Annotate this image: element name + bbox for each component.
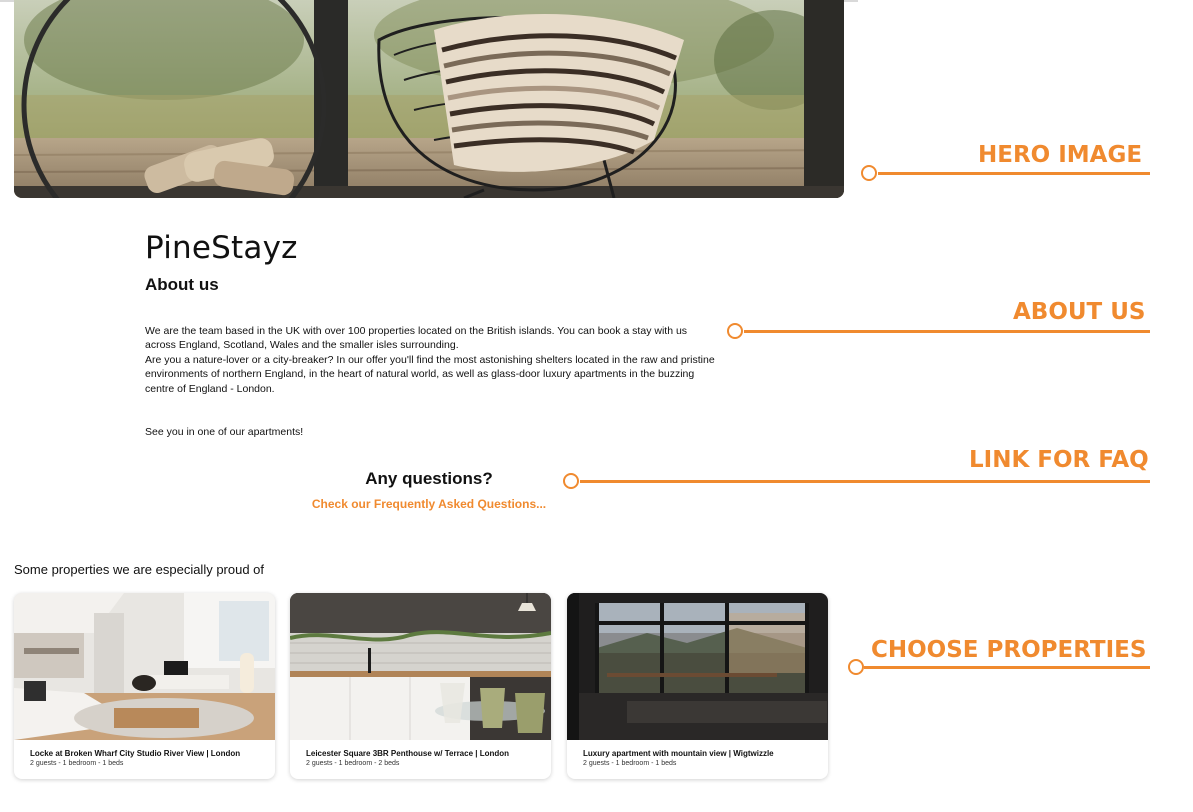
property-card[interactable] bbox=[290, 593, 551, 779]
properties-heading: Some properties we are especially proud of bbox=[14, 562, 265, 577]
faq-heading: Any questions? bbox=[365, 469, 493, 488]
annotation-about-dot bbox=[727, 323, 743, 339]
property-meta: 2 guests - 1 bedroom - 2 beds bbox=[306, 760, 400, 767]
property-image bbox=[14, 593, 275, 740]
about-paragraph-1: We are the team based in the UK with over 100 properties located on the British islands. You can book a stay with us across England, Scotland, Wales and the smaller isles surrounding. bbox=[145, 325, 688, 352]
property-card[interactable] bbox=[14, 593, 275, 779]
about-heading: About us bbox=[145, 275, 219, 294]
annotation-faq-dot bbox=[563, 473, 579, 489]
property-title: Leicester Square 3BR Penthouse w/ Terrace | London bbox=[306, 749, 510, 758]
property-title: Locke at Broken Wharf City Studio River View | London bbox=[30, 749, 241, 758]
annotation-faq-label: LINK FOR FAQ bbox=[969, 447, 1149, 473]
faq-link[interactable]: Check our Frequently Asked Questions... bbox=[311, 497, 547, 511]
property-card[interactable] bbox=[567, 593, 828, 779]
about-text bbox=[145, 324, 717, 439]
annotation-hero-label: HERO IMAGE bbox=[978, 142, 1143, 168]
hero-image bbox=[14, 0, 844, 198]
annotation-properties-dot bbox=[848, 659, 864, 675]
annotation-about-label: ABOUT US bbox=[1013, 299, 1146, 325]
annotation-properties-line bbox=[864, 666, 1150, 669]
property-meta: 2 guests - 1 bedroom - 1 beds bbox=[583, 760, 677, 767]
property-meta: 2 guests - 1 bedroom - 1 beds bbox=[30, 760, 124, 767]
property-image bbox=[290, 593, 551, 740]
annotation-properties-label: CHOOSE PROPERTIES bbox=[871, 637, 1147, 663]
property-image bbox=[567, 593, 828, 740]
annotation-hero-line bbox=[878, 172, 1150, 175]
about-signoff: See you in one of our apartments! bbox=[145, 426, 304, 439]
annotation-faq-line bbox=[580, 480, 1150, 483]
annotation-hero-dot bbox=[861, 165, 877, 181]
about-paragraph-2: Are you a nature-lover or a city-breaker? In our offer you'll find the most astonishing shelters located in the raw and pristine environments of northern England, in the heart of natural world, as well as glass-door luxury apartments in the buzzing centre of England - London. bbox=[145, 353, 715, 395]
brand-name: PineStayz bbox=[145, 230, 298, 266]
annotation-about-line bbox=[744, 330, 1150, 333]
property-title: Luxury apartment with mountain view | Wigtwizzle bbox=[583, 749, 774, 758]
